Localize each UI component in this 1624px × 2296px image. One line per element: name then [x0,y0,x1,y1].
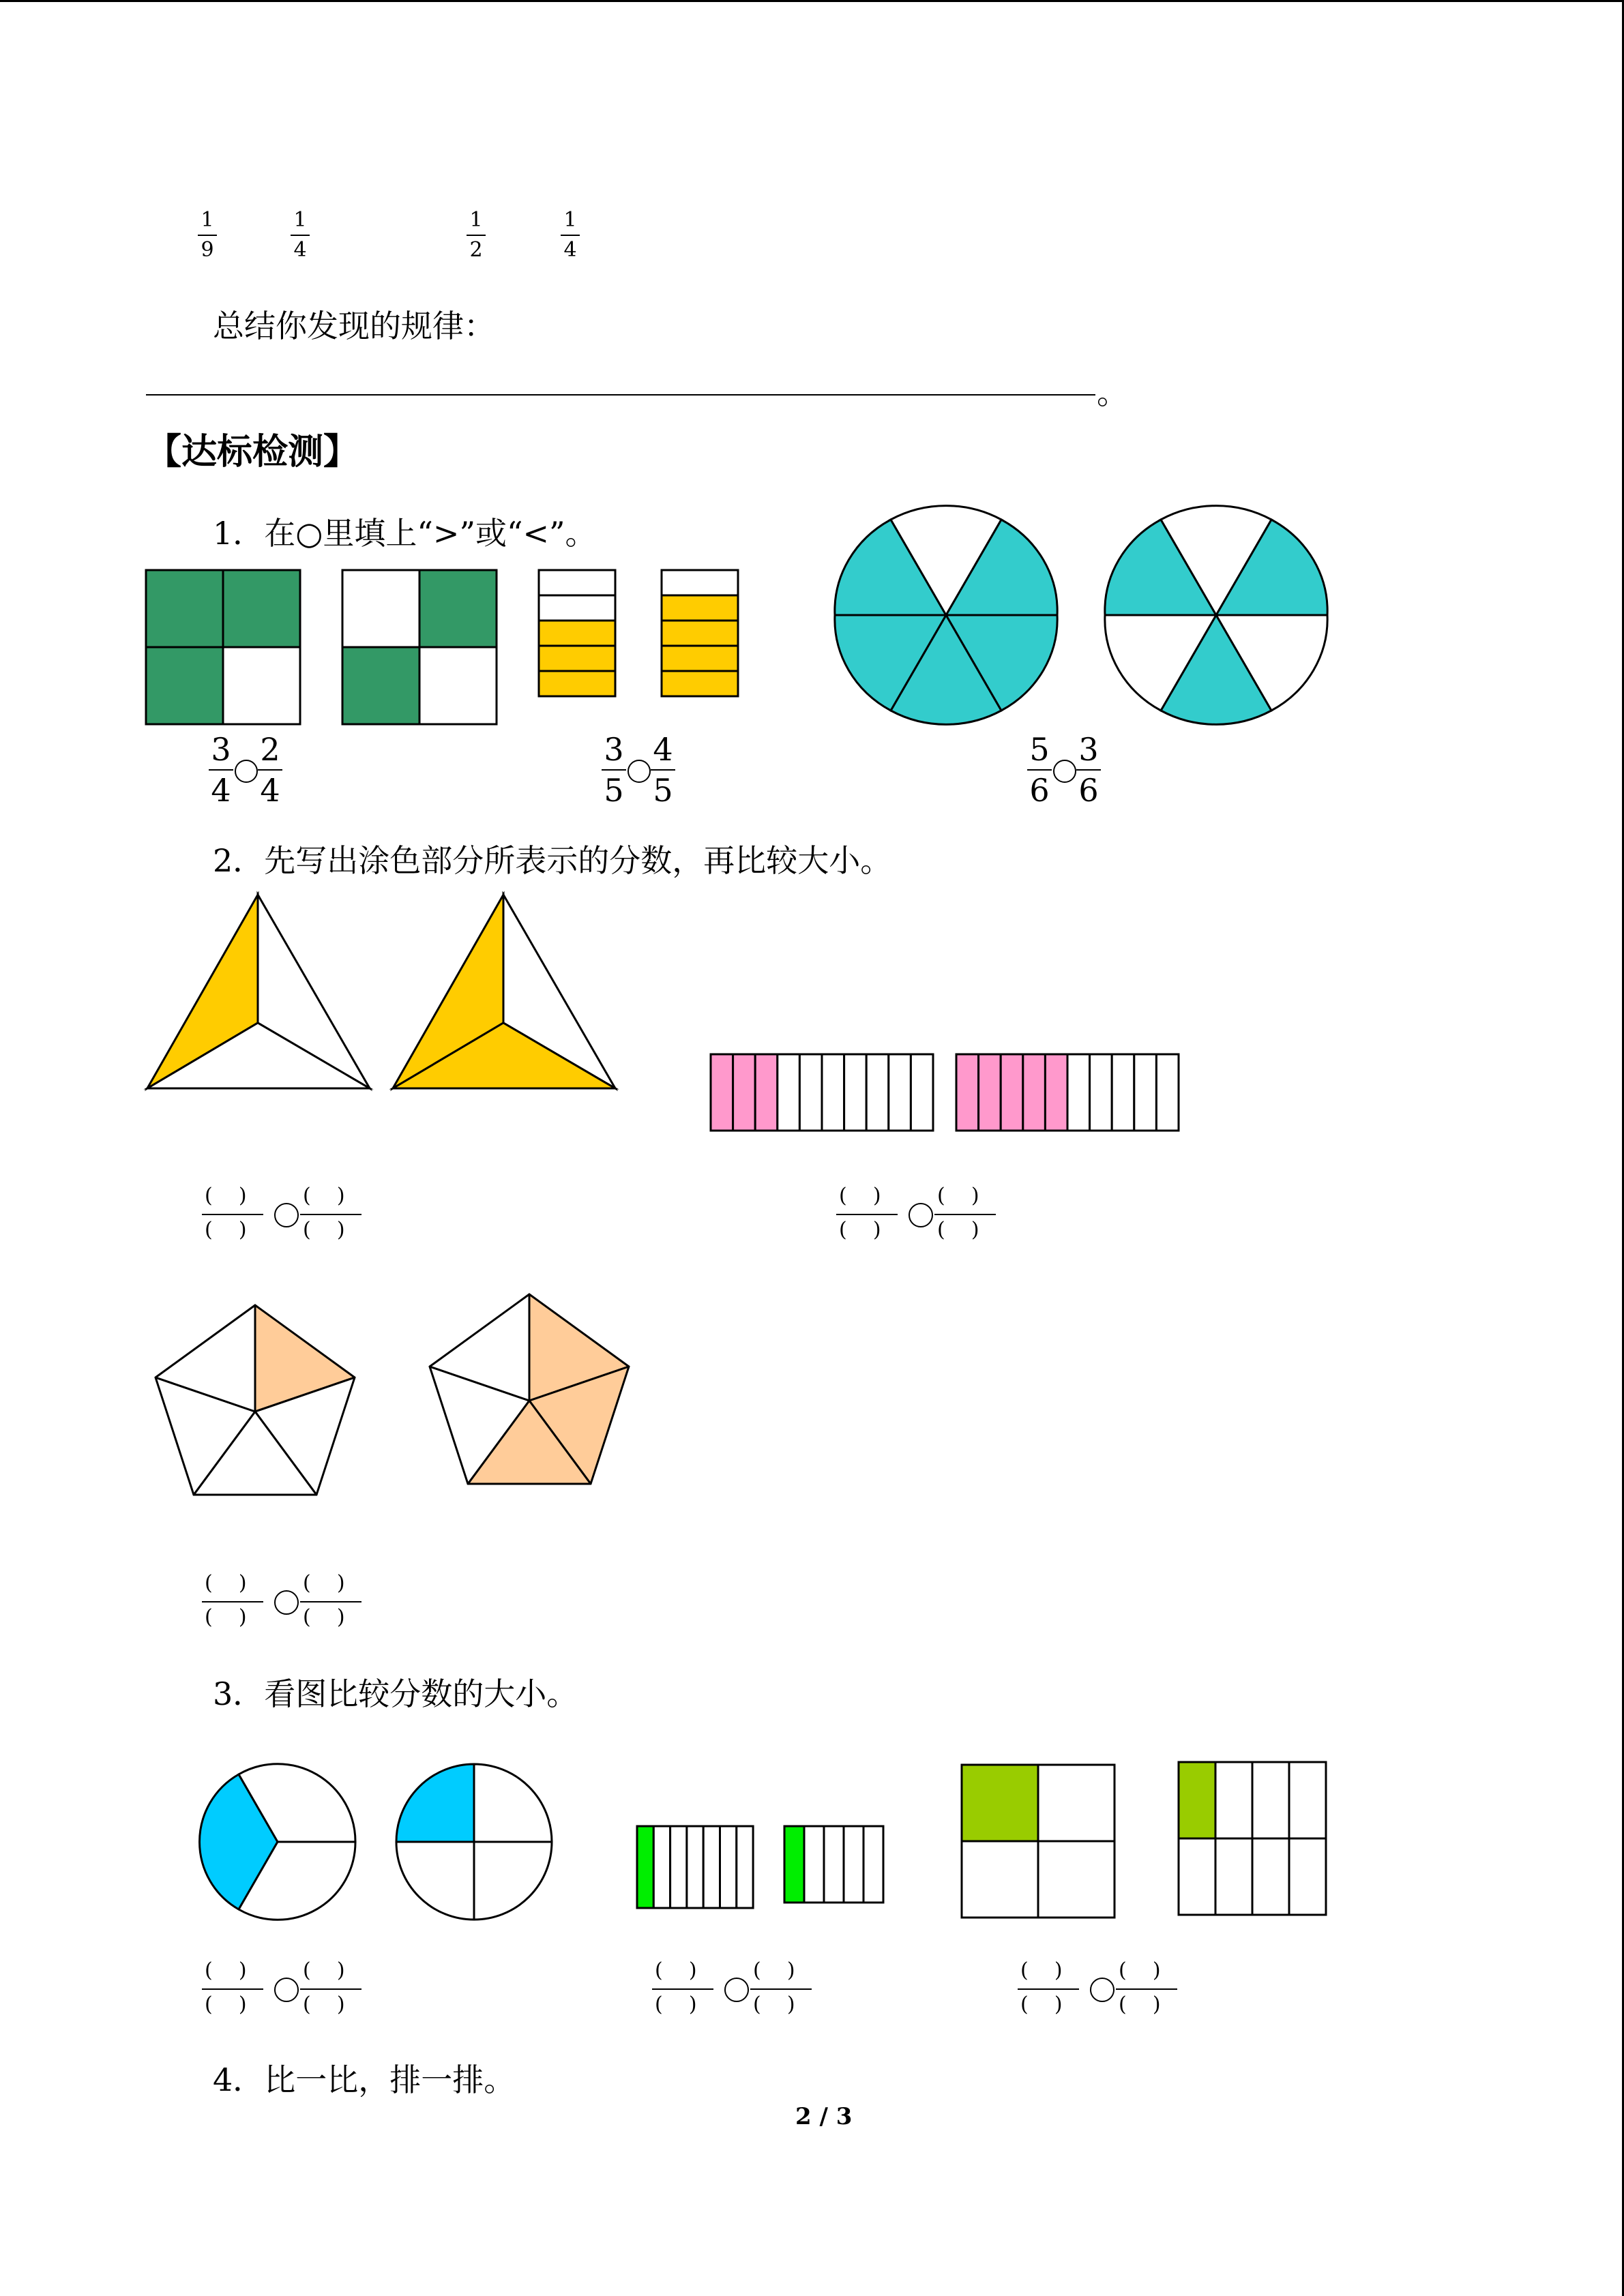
pentagon-1-of-5-shaded [153,1302,357,1500]
denominator: 5 [604,772,624,809]
fraction-bar [602,769,626,771]
compare-circle[interactable] [724,1978,749,2002]
blank-denominator[interactable]: ( ) [1020,1993,1063,2016]
blank-denominator[interactable]: ( ) [205,1218,247,1242]
fraction-bar [467,235,486,236]
denominator: 9 [201,238,214,262]
question-1-text: 1．在○里填上“>”或“<”。 [213,515,597,552]
section-heading: 【达标检测】 [146,432,359,473]
strip-1-of-7-shaded [637,1826,754,1911]
blank-denominator[interactable]: ( ) [303,1605,345,1629]
circle-5-of-6-shaded [833,509,1059,721]
blank-numerator[interactable]: ( ) [303,1184,345,1208]
summary-prompt: 总结你发现的规律： [213,308,495,344]
fraction-bar [202,1988,263,1990]
fraction-bar [1018,1988,1079,1990]
answer-line [146,394,1095,396]
fraction-bar [198,235,217,236]
fraction-right [649,732,677,807]
bar-4-of-5-shaded [662,570,739,697]
fraction-bar [836,1214,898,1215]
triangle-1-of-3-shaded [146,895,371,1092]
blank-numerator[interactable]: ( ) [205,1571,247,1595]
fraction-1-4-b [557,209,584,262]
circle-1-of-3-shaded [199,1763,356,1920]
blank-numerator[interactable]: ( ) [303,1958,345,1982]
blank-denominator[interactable]: ( ) [1119,1993,1161,2016]
fraction-bar [202,1601,263,1602]
denominator: 5 [653,772,673,809]
numerator: 1 [563,208,577,232]
blank-denominator[interactable]: ( ) [303,1993,345,2016]
fraction-left [207,732,235,807]
denominator: 4 [260,772,280,809]
blank-denominator[interactable]: ( ) [205,1605,247,1629]
numerator: 3 [211,731,231,768]
question-4-text: 4．比一比，排一排。 [213,2061,516,2098]
compare-circle[interactable] [274,1590,299,1615]
fraction-1-4 [286,209,314,262]
fraction-1-2 [462,209,490,262]
blank-denominator[interactable]: ( ) [303,1218,345,1242]
compare-circle[interactable] [1090,1978,1114,2002]
question-2-text: 2．先写出涂色部分所表示的分数，再比较大小。 [213,842,892,879]
answer-line-end: 。 [1097,374,1128,411]
blank-numerator[interactable]: ( ) [655,1958,697,1982]
blank-compare-triangles [198,1184,375,1245]
square-3-of-4-shaded [146,570,300,724]
triangle-2-of-3-shaded [392,895,617,1092]
blank-numerator[interactable]: ( ) [1119,1958,1161,1982]
numerator: 5 [1029,731,1050,768]
blank-numerator[interactable]: ( ) [1020,1958,1063,1982]
numerator: 1 [469,208,483,232]
compare-5-6-vs-3-6 [1026,732,1108,807]
fraction-bar [202,1214,263,1215]
denominator: 4 [211,772,231,809]
fraction-bar [750,1988,812,1990]
circle-3-of-6-shaded [1104,509,1329,721]
blank-denominator[interactable]: ( ) [753,1993,795,2016]
blank-compare-pentagons [198,1571,375,1632]
denominator: 4 [563,238,577,262]
compare-3-4-vs-2-4 [207,732,289,807]
strip-3-of-10-shaded [711,1054,934,1132]
question-3-text: 3．看图比较分数的大小。 [213,1675,578,1712]
strip-5-of-10-shaded [956,1054,1180,1132]
square-1-of-4-shaded [962,1765,1117,1920]
page-number: 2 / 3 [795,2103,853,2130]
numerator: 1 [201,208,214,232]
fraction-left [1026,732,1053,807]
fraction-bar [1116,1988,1177,1990]
grid-1-of-8-shaded [1179,1762,1329,1918]
compare-circle[interactable] [235,760,258,783]
fraction-bar [651,769,675,771]
blank-numerator[interactable]: ( ) [205,1184,247,1208]
blank-denominator[interactable]: ( ) [205,1993,247,2016]
circle-1-of-4-shaded [396,1763,552,1920]
fraction-bar [652,1988,713,1990]
blank-numerator[interactable]: ( ) [839,1184,881,1208]
numerator: 3 [604,731,624,768]
blank-compare-strips [832,1184,1009,1245]
fraction-bar [934,1214,996,1215]
numerator: 4 [653,731,673,768]
page-top-border [0,0,1624,2]
fraction-bar [300,1601,361,1602]
fraction-bar [291,235,310,236]
numerator: 1 [293,208,307,232]
pentagon-3-of-5-shaded [427,1292,632,1489]
compare-3-5-vs-4-5 [600,732,682,807]
fraction-bar [300,1988,361,1990]
bar-3-of-5-shaded [539,570,617,697]
blank-denominator[interactable]: ( ) [937,1218,979,1242]
numerator: 3 [1078,731,1099,768]
fraction-right [256,732,284,807]
blank-numerator[interactable]: ( ) [205,1958,247,1982]
strip-1-of-5-shaded [784,1826,885,1905]
fraction-bar [561,235,580,236]
blank-denominator[interactable]: ( ) [655,1993,697,2016]
fraction-left [600,732,628,807]
denominator: 6 [1078,772,1099,809]
denominator: 4 [293,238,307,262]
blank-numerator[interactable]: ( ) [937,1184,979,1208]
fraction-bar [209,769,233,771]
compare-circle[interactable] [1053,760,1076,783]
compare-circle[interactable] [909,1203,933,1227]
blank-compare-circles [198,1958,375,2020]
fraction-bar [1076,769,1101,771]
fraction-right [1075,732,1102,807]
blank-compare-squares [1014,1958,1191,2020]
compare-circle[interactable] [274,1203,299,1227]
square-2-of-4-shaded [342,570,497,724]
fraction-bar [1027,769,1052,771]
denominator: 6 [1029,772,1050,809]
blank-numerator[interactable]: ( ) [753,1958,795,1982]
compare-circle[interactable] [274,1978,299,2002]
blank-compare-strips-q3 [648,1958,825,2020]
fraction-1-9 [194,209,221,262]
compare-circle[interactable] [628,760,651,783]
denominator: 2 [469,238,483,262]
fraction-bar [258,769,282,771]
numerator: 2 [260,731,280,768]
blank-numerator[interactable]: ( ) [303,1571,345,1595]
blank-denominator[interactable]: ( ) [839,1218,881,1242]
fraction-bar [300,1214,361,1215]
